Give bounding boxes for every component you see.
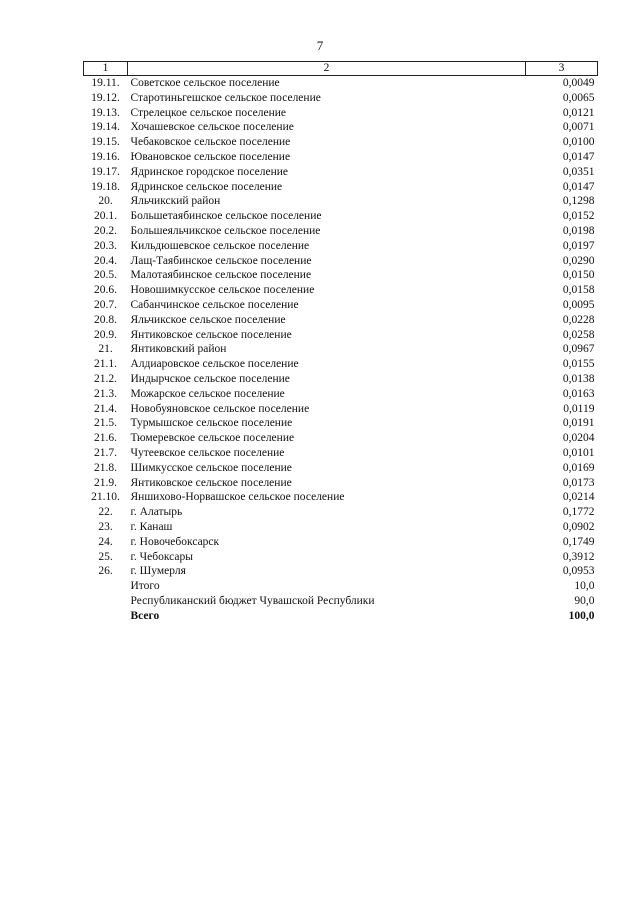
table-row	[84, 224, 598, 239]
row-name: Шимкусское сельское поселение	[130, 461, 292, 474]
column-header-value: 3	[526, 62, 598, 76]
row-number: 19.13.	[91, 106, 120, 119]
table-row	[84, 342, 598, 357]
row-name: Чебаковское сельское поселение	[130, 136, 291, 149]
row-value: 0,0902	[562, 520, 595, 533]
table-row	[84, 550, 598, 565]
table-row	[84, 535, 598, 550]
row-name: г. Шумерля	[130, 565, 186, 578]
row-name: г. Алатырь	[130, 506, 183, 519]
row-number: 21.7.	[94, 446, 117, 459]
table-row	[84, 579, 598, 594]
row-name: Хочашевское сельское поселение	[130, 121, 294, 134]
row-name: Турмышское сельское поселение	[130, 417, 293, 430]
row-number: 20.7.	[94, 298, 117, 311]
row-value: 0,0121	[562, 106, 595, 119]
row-value: 0,0158	[562, 284, 595, 297]
row-value: 0,0119	[563, 402, 595, 415]
row-name: Всего	[130, 609, 160, 622]
table-row	[84, 490, 598, 505]
column-header-name: 2	[128, 62, 526, 76]
row-name: Ядринское городское поселение	[130, 165, 289, 178]
row-value: 0,0163	[562, 387, 595, 400]
row-number: 20.4.	[94, 254, 117, 267]
row-name: Итого	[130, 580, 160, 593]
table-row	[84, 520, 598, 535]
page-number: 7	[316, 38, 324, 53]
row-value: 0,0204	[562, 432, 595, 445]
row-number	[84, 579, 128, 594]
table-row	[84, 283, 598, 298]
row-name: Советское сельское поселение	[130, 77, 280, 89]
row-value: 0,0100	[562, 136, 595, 149]
row-number: 19.14.	[91, 121, 120, 134]
row-value: 0,0953	[562, 565, 595, 578]
row-number: 26.	[98, 565, 113, 578]
row-name: Республиканский бюджет Чувашской Республики	[130, 594, 375, 607]
row-name: Яншихово-Норвашское сельское поселение	[130, 491, 345, 504]
table-row	[84, 402, 598, 417]
row-name: Индырчское сельское поселение	[130, 372, 290, 385]
row-value: 0,0191	[562, 417, 595, 430]
row-name: Большеяльчикское сельское поселение	[130, 224, 321, 237]
table-row	[84, 91, 598, 106]
row-number: 19.11.	[91, 77, 120, 89]
table-row	[84, 505, 598, 520]
row-value: 90,0	[574, 594, 595, 607]
row-name: Можарское сельское поселение	[130, 387, 285, 400]
table-row	[84, 564, 598, 579]
row-name: Новошимкусское сельское поселение	[130, 284, 315, 297]
row-name: Яльчикский район	[130, 195, 221, 208]
row-name: Стрелецкое сельское поселение	[130, 106, 287, 119]
row-name: Малотаябинское сельское поселение	[130, 269, 312, 282]
row-name: г. Канаш	[130, 520, 173, 533]
row-number: 21.1.	[94, 358, 117, 371]
row-number: 23.	[98, 520, 113, 533]
row-name: Янтиковское сельское поселение	[130, 476, 292, 489]
row-name: Тюмеревское сельское поселение	[130, 432, 295, 445]
row-name: Чутеевское сельское поселение	[130, 446, 285, 459]
row-number: 24.	[98, 535, 113, 548]
row-number: 19.16.	[91, 150, 120, 163]
row-value: 0,0173	[562, 476, 595, 489]
table-header-row	[84, 62, 598, 76]
table-row	[84, 476, 598, 491]
row-value: 0,1772	[562, 506, 595, 519]
row-number: 22.	[98, 506, 113, 519]
table-row	[84, 76, 598, 91]
row-value: 0,0147	[562, 150, 595, 163]
row-value: 0,0150	[562, 269, 595, 282]
table-row	[84, 446, 598, 461]
row-number	[84, 609, 128, 624]
table-row	[84, 387, 598, 402]
row-value: 0,0152	[562, 210, 595, 223]
row-number: 20.1.	[94, 210, 117, 223]
row-value: 0,0147	[562, 180, 595, 193]
row-number: 20.5.	[94, 269, 117, 282]
row-value: 0,0138	[562, 372, 595, 385]
row-value: 0,0155	[562, 358, 595, 371]
row-value: 0,0197	[562, 239, 595, 252]
row-number: 21.10.	[91, 491, 120, 504]
row-value: 0,0095	[562, 298, 595, 311]
row-name: г. Чебоксары	[130, 550, 193, 563]
distribution-table	[83, 61, 598, 623]
table-row	[84, 135, 598, 150]
row-number: 20.2.	[94, 224, 117, 237]
row-number: 21.5.	[94, 417, 117, 430]
row-number	[84, 594, 128, 609]
row-number: 20.3.	[94, 239, 117, 252]
row-number: 20.6.	[94, 284, 117, 297]
table-row	[84, 431, 598, 446]
table-row	[84, 194, 598, 209]
table-row	[84, 106, 598, 121]
row-name: Ювановское сельское поселение	[130, 150, 291, 163]
row-value: 0,3912	[562, 550, 595, 563]
row-number: 21.3.	[94, 387, 117, 400]
row-number: 21.8.	[94, 461, 117, 474]
row-name: Новобуяновское сельское поселение	[130, 402, 310, 415]
row-name: Яльчикское сельское поселение	[130, 313, 286, 326]
row-value: 0,0258	[562, 328, 595, 341]
row-name: Янтиковский район	[130, 343, 227, 356]
row-value: 0,0065	[562, 91, 595, 104]
table-row	[84, 239, 598, 254]
table-row	[84, 150, 598, 165]
row-value: 0,1749	[562, 535, 595, 548]
table-body	[84, 76, 598, 624]
row-name: Лащ-Таябинское сельское поселение	[130, 254, 312, 267]
row-number: 21.6.	[94, 432, 117, 445]
table-row	[84, 165, 598, 180]
table-row	[84, 254, 598, 269]
table-row	[84, 120, 598, 135]
row-name: Кильдюшевское сельское поселение	[130, 239, 310, 252]
table-row	[84, 268, 598, 283]
table-row	[84, 461, 598, 476]
row-number: 20.8.	[94, 313, 117, 326]
row-value: 0,0169	[562, 461, 595, 474]
row-value: 0,0214	[562, 491, 595, 504]
row-value: 0,0228	[562, 313, 595, 326]
table-row	[84, 180, 598, 195]
row-number: 21.	[98, 343, 113, 356]
row-name: Янтиковское сельское поселение	[130, 328, 292, 341]
row-number: 19.15.	[91, 136, 120, 149]
row-value: 0,0101	[562, 446, 595, 459]
row-number: 19.18.	[91, 180, 120, 193]
row-number: 19.17.	[91, 165, 120, 178]
table-row	[84, 209, 598, 224]
row-value: 0,0071	[562, 121, 595, 134]
row-value: 0,0198	[562, 224, 595, 237]
table-row	[84, 313, 598, 328]
row-number: 21.2.	[94, 372, 117, 385]
table-row	[84, 328, 598, 343]
column-header-number: 1	[84, 62, 128, 76]
table-row	[84, 594, 598, 609]
table-row	[84, 372, 598, 387]
row-name: Ядринское сельское поселение	[130, 180, 283, 193]
row-value: 0,0049	[562, 77, 595, 89]
table-row	[84, 298, 598, 313]
row-value: 10,0	[574, 580, 595, 593]
row-value: 0,0967	[562, 343, 595, 356]
row-name: Алдиаровское сельское поселение	[130, 358, 299, 371]
row-number: 20.9.	[94, 328, 117, 341]
row-value: 0,0290	[562, 254, 595, 267]
row-number: 25.	[98, 550, 113, 563]
row-number: 20.	[98, 195, 113, 208]
row-name: Старотиньгешское сельское поселение	[130, 91, 321, 104]
row-number: 21.9.	[94, 476, 117, 489]
row-value: 0,0351	[562, 165, 595, 178]
row-number: 19.12.	[91, 91, 120, 104]
row-value: 100,0	[568, 609, 595, 622]
row-value: 0,1298	[562, 195, 595, 208]
table-row	[84, 416, 598, 431]
row-name: Сабанчинское сельское поселение	[130, 298, 299, 311]
row-number: 21.4.	[94, 402, 117, 415]
row-name: г. Новочебоксарск	[130, 535, 220, 548]
row-name: Большетаябинское сельское поселение	[130, 210, 322, 223]
table-row	[84, 357, 598, 372]
table-row	[84, 609, 598, 624]
